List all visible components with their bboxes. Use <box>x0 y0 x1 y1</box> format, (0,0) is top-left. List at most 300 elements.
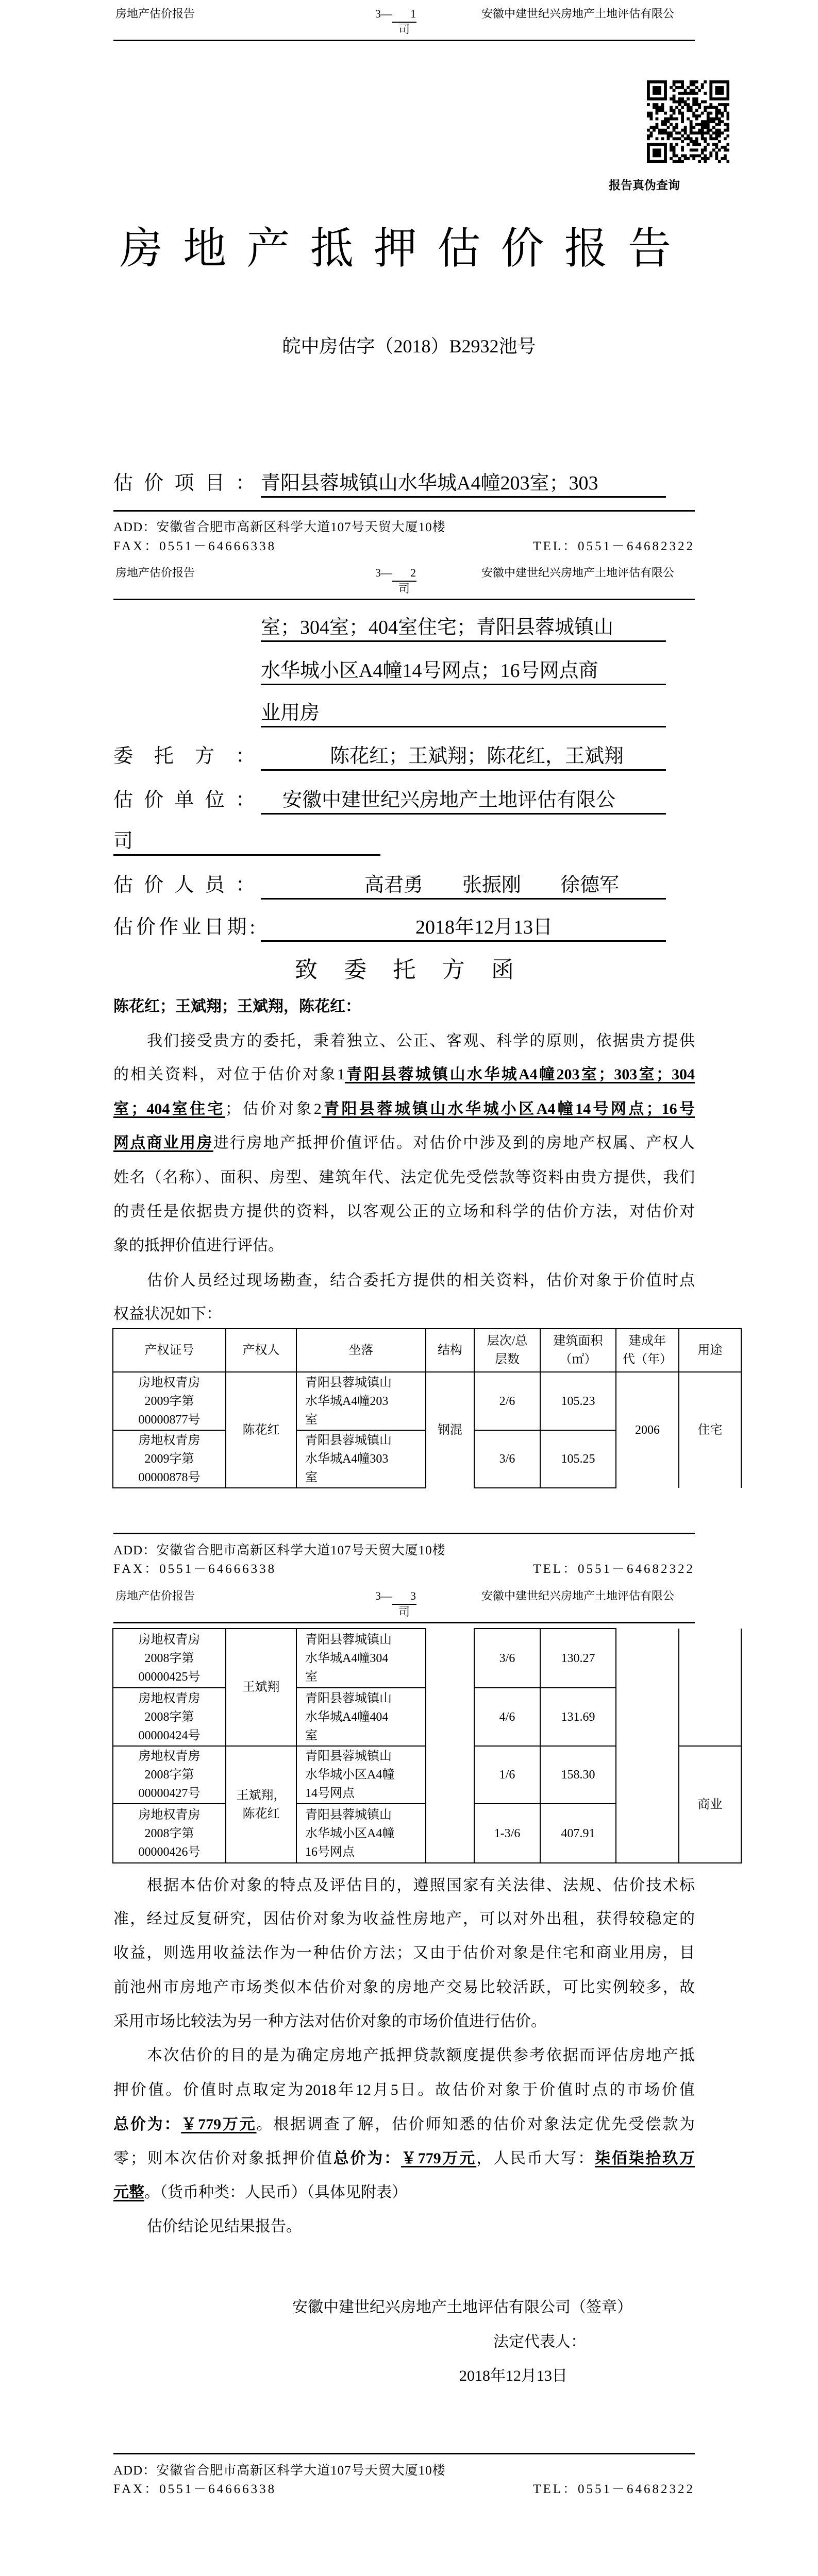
floor-cell: 3/6 <box>474 1430 540 1488</box>
mortgage-value: ￥779万元 <box>400 2150 477 2167</box>
qr-module <box>647 137 650 140</box>
qr-module <box>724 146 727 149</box>
footer-fax: FAX：0551－64666338 <box>113 1562 277 1576</box>
qr-module <box>656 151 659 155</box>
qr-module <box>664 123 667 126</box>
qr-module <box>715 123 718 126</box>
area-cell: 105.23 <box>540 1372 616 1430</box>
qr-module <box>687 103 690 106</box>
header-page-number: 2 <box>410 566 416 579</box>
qr-module <box>647 146 650 149</box>
text-line <box>113 2148 695 2170</box>
qr-module <box>656 89 659 92</box>
qr-module <box>709 92 712 95</box>
qr-module <box>692 97 695 100</box>
project-value-line: 水华城小区A4幢14号网点；16号网点商 <box>261 658 666 685</box>
qr-code[interactable] <box>647 80 729 163</box>
qr-module <box>656 80 659 83</box>
qr-module <box>678 157 681 160</box>
qr-module <box>681 86 684 89</box>
qr-module <box>647 157 650 160</box>
area-cell: 131.69 <box>540 1688 616 1746</box>
qr-module <box>681 154 684 157</box>
qr-module <box>712 137 715 140</box>
header-company-wrap: 司 <box>398 582 410 595</box>
qr-module <box>670 109 673 112</box>
qr-module <box>726 148 729 151</box>
qr-module <box>701 86 704 89</box>
text-segment: ，人民币大写： <box>476 2150 595 2167</box>
qr-module <box>707 126 710 129</box>
qr-module <box>698 131 701 134</box>
qr-module <box>709 106 712 109</box>
qr-module <box>718 131 721 134</box>
qr-module <box>692 103 695 106</box>
qr-module <box>718 89 721 92</box>
qr-module <box>692 114 695 117</box>
qr-module <box>690 120 693 123</box>
floor-cell: 1-3/6 <box>474 1804 540 1863</box>
header-company: 安徽中建世纪兴房地产土地评估有限公 <box>481 1589 675 1602</box>
text-line: 姓名（名称）、面积、房型、建筑年代、法定优先受偿款等资料由贵方提供，我们 <box>113 1169 695 1186</box>
legal-representative-label: 法定代表人： <box>493 2333 586 2350</box>
qr-module <box>675 160 678 163</box>
qr-module <box>670 86 673 89</box>
header-page-number: 3 <box>410 1589 416 1602</box>
qr-module <box>726 92 729 95</box>
qr-module <box>681 83 684 87</box>
year-cell: 2006 <box>616 1372 679 1488</box>
location-cell: 青阳县蓉城镇山 水华城A4幢304 室 <box>296 1629 426 1688</box>
qr-module <box>709 97 712 100</box>
qr-module <box>692 100 695 104</box>
qr-module <box>673 89 676 92</box>
text-line: 前池州市房地产市场类似本估价对象的房地产交易比较活跃，可比实例较多，故 <box>113 1979 695 1996</box>
qr-module <box>647 95 650 98</box>
staff-value: 高君勇 张振刚 徐德军 <box>261 872 666 900</box>
qr-module <box>681 134 684 138</box>
header-page-number: 1 <box>410 7 416 20</box>
property-2-address: 青阳县蓉城镇山水华城小区A4幢14号网点；16号 <box>321 1100 695 1117</box>
qr-module <box>681 97 684 100</box>
text-line <box>113 1132 695 1154</box>
qr-module <box>684 157 687 160</box>
qr-module <box>675 131 678 134</box>
qr-module <box>684 103 687 106</box>
qr-module <box>647 148 650 151</box>
area-cell: 105.25 <box>540 1430 616 1488</box>
footer-rule <box>113 2453 695 2454</box>
qr-module <box>695 131 698 134</box>
qr-module <box>721 120 724 123</box>
text-line <box>113 1098 695 1120</box>
qr-module <box>704 106 707 109</box>
qr-module <box>664 80 667 83</box>
staff-label: 估价人员： <box>113 874 255 896</box>
qr-module <box>667 117 670 121</box>
signature-date: 2018年12月13日 <box>459 2367 567 2384</box>
qr-module <box>707 157 710 160</box>
qr-module <box>647 86 650 89</box>
qr-module <box>726 126 729 129</box>
qr-module <box>684 129 687 132</box>
qr-module <box>670 97 673 100</box>
qr-module <box>715 117 718 121</box>
footer-tel: TEL：0551－64682322 <box>533 2482 695 2496</box>
qr-module <box>687 143 690 146</box>
footer-address: ADD：安徽省合肥市高新区科学大道107号天贸大厦10楼 <box>113 2464 446 2478</box>
qr-module <box>664 95 667 98</box>
qr-module <box>726 103 729 106</box>
qr-module <box>664 117 667 121</box>
header-report-title: 房地产估价报告 <box>115 1589 195 1602</box>
qr-module <box>681 80 684 83</box>
qr-module <box>656 143 659 146</box>
qr-module <box>701 123 704 126</box>
qr-module <box>721 80 724 83</box>
qr-module <box>664 146 667 149</box>
qr-module <box>718 120 721 123</box>
qr-module <box>715 92 718 95</box>
qr-module <box>721 103 724 106</box>
qr-module <box>673 80 676 83</box>
qr-module <box>678 97 681 100</box>
qr-module <box>712 120 715 123</box>
qr-module <box>653 103 656 106</box>
qr-module <box>724 129 727 132</box>
qr-module <box>709 80 712 83</box>
qr-module <box>715 109 718 112</box>
qr-module <box>695 137 698 140</box>
col-header-owner: 产权人 <box>226 1329 296 1372</box>
letter-paragraph-5: 估价结论见结果报告。 <box>147 2218 302 2235</box>
text-line <box>113 2114 695 2136</box>
qr-module <box>690 109 693 112</box>
qr-module <box>678 80 681 83</box>
amount-in-words: 元整 <box>113 2184 144 2201</box>
qr-module <box>704 92 707 95</box>
qr-module <box>664 129 667 132</box>
qr-module <box>681 160 684 163</box>
qr-module <box>695 92 698 95</box>
qr-module <box>695 123 698 126</box>
cert-cell: 房地权青房 2009字第 00000877号 <box>113 1372 226 1430</box>
qr-module <box>667 126 670 129</box>
qr-module <box>653 89 656 92</box>
qr-module <box>701 129 704 132</box>
cert-cell: 房地权青房 2008字第 00000424号 <box>113 1688 226 1746</box>
qr-module <box>692 83 695 87</box>
year-cell <box>616 1629 679 1863</box>
footer-address: ADD：安徽省合肥市高新区科学大道107号天贸大厦10楼 <box>113 1544 446 1557</box>
qr-module <box>670 106 673 109</box>
qr-module <box>690 154 693 157</box>
qr-module <box>698 106 701 109</box>
qr-module <box>701 83 704 87</box>
qr-module <box>709 134 712 138</box>
qr-module <box>704 140 707 143</box>
qr-module <box>704 157 707 160</box>
table-row <box>113 1372 741 1430</box>
qr-module <box>675 154 678 157</box>
qr-module <box>698 160 701 163</box>
qr-module <box>670 143 673 146</box>
qr-module <box>664 97 667 100</box>
qr-module <box>695 103 698 106</box>
qr-module <box>687 106 690 109</box>
qr-module <box>690 89 693 92</box>
qr-module <box>653 80 656 83</box>
qr-module <box>656 86 659 89</box>
qr-module <box>673 97 676 100</box>
property-1-address: 青阳县蓉城镇山水华城A4幢203室；303室；304 <box>344 1066 695 1083</box>
qr-module <box>724 148 727 151</box>
qr-module <box>678 100 681 104</box>
qr-module <box>712 131 715 134</box>
project-value-line: 室；304室；404室住宅；青阳县蓉城镇山 <box>261 615 666 642</box>
qr-module <box>658 106 661 109</box>
header-company: 安徽中建世纪兴房地产土地评估有限公 <box>481 566 675 579</box>
qr-module <box>667 131 670 134</box>
col-header-cert: 产权证号 <box>113 1329 226 1372</box>
qr-module <box>647 160 650 163</box>
qr-module <box>690 140 693 143</box>
qr-module <box>726 114 729 117</box>
qr-module <box>709 137 712 140</box>
qr-module <box>661 106 664 109</box>
location-cell: 青阳县蓉城镇山 水华城小区A4幢 16号网点 <box>296 1804 426 1863</box>
floor-cell: 3/6 <box>474 1629 540 1688</box>
qr-module <box>712 143 715 146</box>
qr-module <box>726 89 729 92</box>
qr-module <box>718 109 721 112</box>
client-label: 委托方： <box>113 745 255 767</box>
qr-module <box>687 109 690 112</box>
qr-module <box>664 148 667 151</box>
qr-module <box>647 114 650 117</box>
qr-module <box>692 126 695 129</box>
qr-module <box>684 131 687 134</box>
qr-module <box>701 134 704 138</box>
qr-module <box>701 131 704 134</box>
qr-module <box>707 106 710 109</box>
qr-module <box>661 80 664 83</box>
text-line: 收益，则选用收益法作为一种估价方法；又由于估价对象是住宅和商业用房，目 <box>113 1944 695 1961</box>
qr-module <box>658 160 661 163</box>
qr-module <box>701 148 704 151</box>
footer-rule <box>113 1533 695 1534</box>
header-report-title: 房地产估价报告 <box>115 7 195 20</box>
qr-module <box>709 151 712 155</box>
qr-module <box>647 89 650 92</box>
qr-module <box>721 97 724 100</box>
qr-module <box>681 112 684 115</box>
qr-module <box>721 131 724 134</box>
qr-module <box>690 131 693 134</box>
qr-module <box>692 157 695 160</box>
qr-module <box>647 154 650 157</box>
use-cell <box>679 1629 741 1746</box>
qr-module <box>709 103 712 106</box>
qr-module <box>704 146 707 149</box>
total-label: 总价为： <box>113 2116 181 2133</box>
text-line: 本次估价的目的是为确定房地产抵押贷款额度提供参考依据而评估房地产抵 <box>147 2047 695 2064</box>
qr-module <box>709 112 712 115</box>
qr-module <box>701 112 704 115</box>
location-cell: 青阳县蓉城镇山 水华城A4幢203 室 <box>296 1372 426 1430</box>
qr-module <box>647 143 650 146</box>
col-header-area: 建筑面积 （㎡） <box>540 1329 616 1372</box>
footer-rule <box>113 510 695 512</box>
qr-module <box>690 123 693 126</box>
qr-module <box>675 123 678 126</box>
qr-module <box>650 97 653 100</box>
qr-module <box>675 137 678 140</box>
qr-module <box>707 120 710 123</box>
footer-fax: FAX：0551－64666338 <box>113 2482 277 2496</box>
qr-module <box>709 154 712 157</box>
qr-module <box>715 86 718 89</box>
qr-module <box>687 117 690 121</box>
qr-module <box>687 92 690 95</box>
qr-module <box>658 109 661 112</box>
qr-module <box>687 86 690 89</box>
qr-module <box>715 134 718 138</box>
text-line: 押价值。价值时点取定为2018年12月5日。故估价对象于价值时点的市场价值 <box>113 2081 695 2098</box>
qr-module <box>718 134 721 138</box>
cover-title: 房地产抵押估价报告 <box>120 225 671 273</box>
qr-module <box>678 86 681 89</box>
qr-module <box>712 126 715 129</box>
text-line: 准，经过反复研究，因估价对象为收益性房地产，可以对外出租，获得较稳定的 <box>113 1910 695 1927</box>
qr-module <box>681 120 684 123</box>
qr-module <box>707 129 710 132</box>
qr-module <box>647 134 650 138</box>
text-line: 象的抵押价值进行评估。 <box>113 1237 283 1254</box>
qr-module <box>656 137 659 140</box>
qr-module <box>647 151 650 155</box>
qr-module <box>715 157 718 160</box>
qr-module <box>698 154 701 157</box>
qr-module <box>653 148 656 151</box>
qr-module <box>726 112 729 115</box>
qr-module <box>658 129 661 132</box>
qr-module <box>726 86 729 89</box>
date-value: 2018年12月13日 <box>261 914 666 942</box>
qr-module <box>684 154 687 157</box>
qr-module <box>675 106 678 109</box>
qr-module <box>673 129 676 132</box>
qr-module <box>715 89 718 92</box>
qr-module <box>670 148 673 151</box>
qr-module <box>701 151 704 155</box>
qr-module <box>687 97 690 100</box>
footer-address: ADD：安徽省合肥市高新区科学大道107号天贸大厦10楼 <box>113 520 446 534</box>
qr-module <box>681 114 684 117</box>
qr-module <box>726 160 729 163</box>
qr-module <box>650 126 653 129</box>
qr-module <box>718 160 721 163</box>
header-rule <box>113 1622 695 1623</box>
qr-module <box>690 80 693 83</box>
qr-module <box>656 126 659 129</box>
structure-cell <box>426 1629 474 1863</box>
qr-module <box>678 137 681 140</box>
qr-module <box>724 157 727 160</box>
qr-module <box>650 131 653 134</box>
owner-cell: 王斌翔 <box>226 1629 296 1746</box>
qr-module <box>673 95 676 98</box>
qr-module <box>664 86 667 89</box>
qr-module <box>653 151 656 155</box>
cert-cell: 房地权青房 2008字第 00000427号 <box>113 1746 226 1804</box>
qr-module <box>712 97 715 100</box>
text-line: 我们接受贵方的委托，秉着独立、公正、客观、科学的原则，依据贵方提供 <box>147 1032 695 1049</box>
qr-module <box>726 134 729 138</box>
qr-module <box>707 131 710 134</box>
floor-cell: 1/6 <box>474 1746 540 1804</box>
qr-module <box>692 148 695 151</box>
qr-module <box>712 106 715 109</box>
qr-module <box>653 160 656 163</box>
footer-tel: TEL：0551－64682322 <box>533 1562 695 1576</box>
qr-module <box>701 126 704 129</box>
footer-tel: TEL：0551－64682322 <box>533 539 695 553</box>
qr-module <box>704 80 707 83</box>
qr-module <box>653 154 656 157</box>
qr-module <box>695 154 698 157</box>
qr-module <box>724 123 727 126</box>
qr-module <box>690 92 693 95</box>
qr-module <box>681 117 684 121</box>
qr-module <box>673 146 676 149</box>
project-value-line: 业用房 <box>261 700 666 727</box>
qr-module <box>658 89 661 92</box>
location-cell: 青阳县蓉城镇山 水华城A4幢404 室 <box>296 1688 426 1746</box>
qr-module <box>670 114 673 117</box>
qr-module <box>698 129 701 132</box>
qr-module <box>653 126 656 129</box>
qr-module <box>718 148 721 151</box>
qr-module <box>681 100 684 104</box>
text-line <box>113 2182 407 2204</box>
property-2-address: 网点商业用房 <box>113 1134 213 1151</box>
owner-cell: 陈花红 <box>226 1372 296 1488</box>
qr-module <box>701 100 704 104</box>
floor-cell: 4/6 <box>474 1688 540 1746</box>
qr-module <box>721 89 724 92</box>
qr-module <box>692 112 695 115</box>
date-label: 估价作业日期: <box>113 917 255 938</box>
qr-module <box>670 134 673 138</box>
qr-module <box>664 131 667 134</box>
qr-module <box>664 154 667 157</box>
qr-module <box>673 100 676 104</box>
header-company: 安徽中建世纪兴房地产土地评估有限公 <box>481 7 675 20</box>
qr-module <box>656 148 659 151</box>
qr-module <box>726 97 729 100</box>
qr-module <box>653 143 656 146</box>
qr-module <box>681 148 684 151</box>
header-report-title: 房地产估价报告 <box>115 566 195 579</box>
qr-module <box>718 123 721 126</box>
owner-cell: 王斌翔， 陈花红 <box>226 1746 296 1863</box>
qr-module <box>724 97 727 100</box>
qr-module <box>718 117 721 121</box>
location-cell: 青阳县蓉城镇山 水华城小区A4幢 14号网点 <box>296 1746 426 1804</box>
qr-module <box>721 114 724 117</box>
qr-module <box>673 160 676 163</box>
